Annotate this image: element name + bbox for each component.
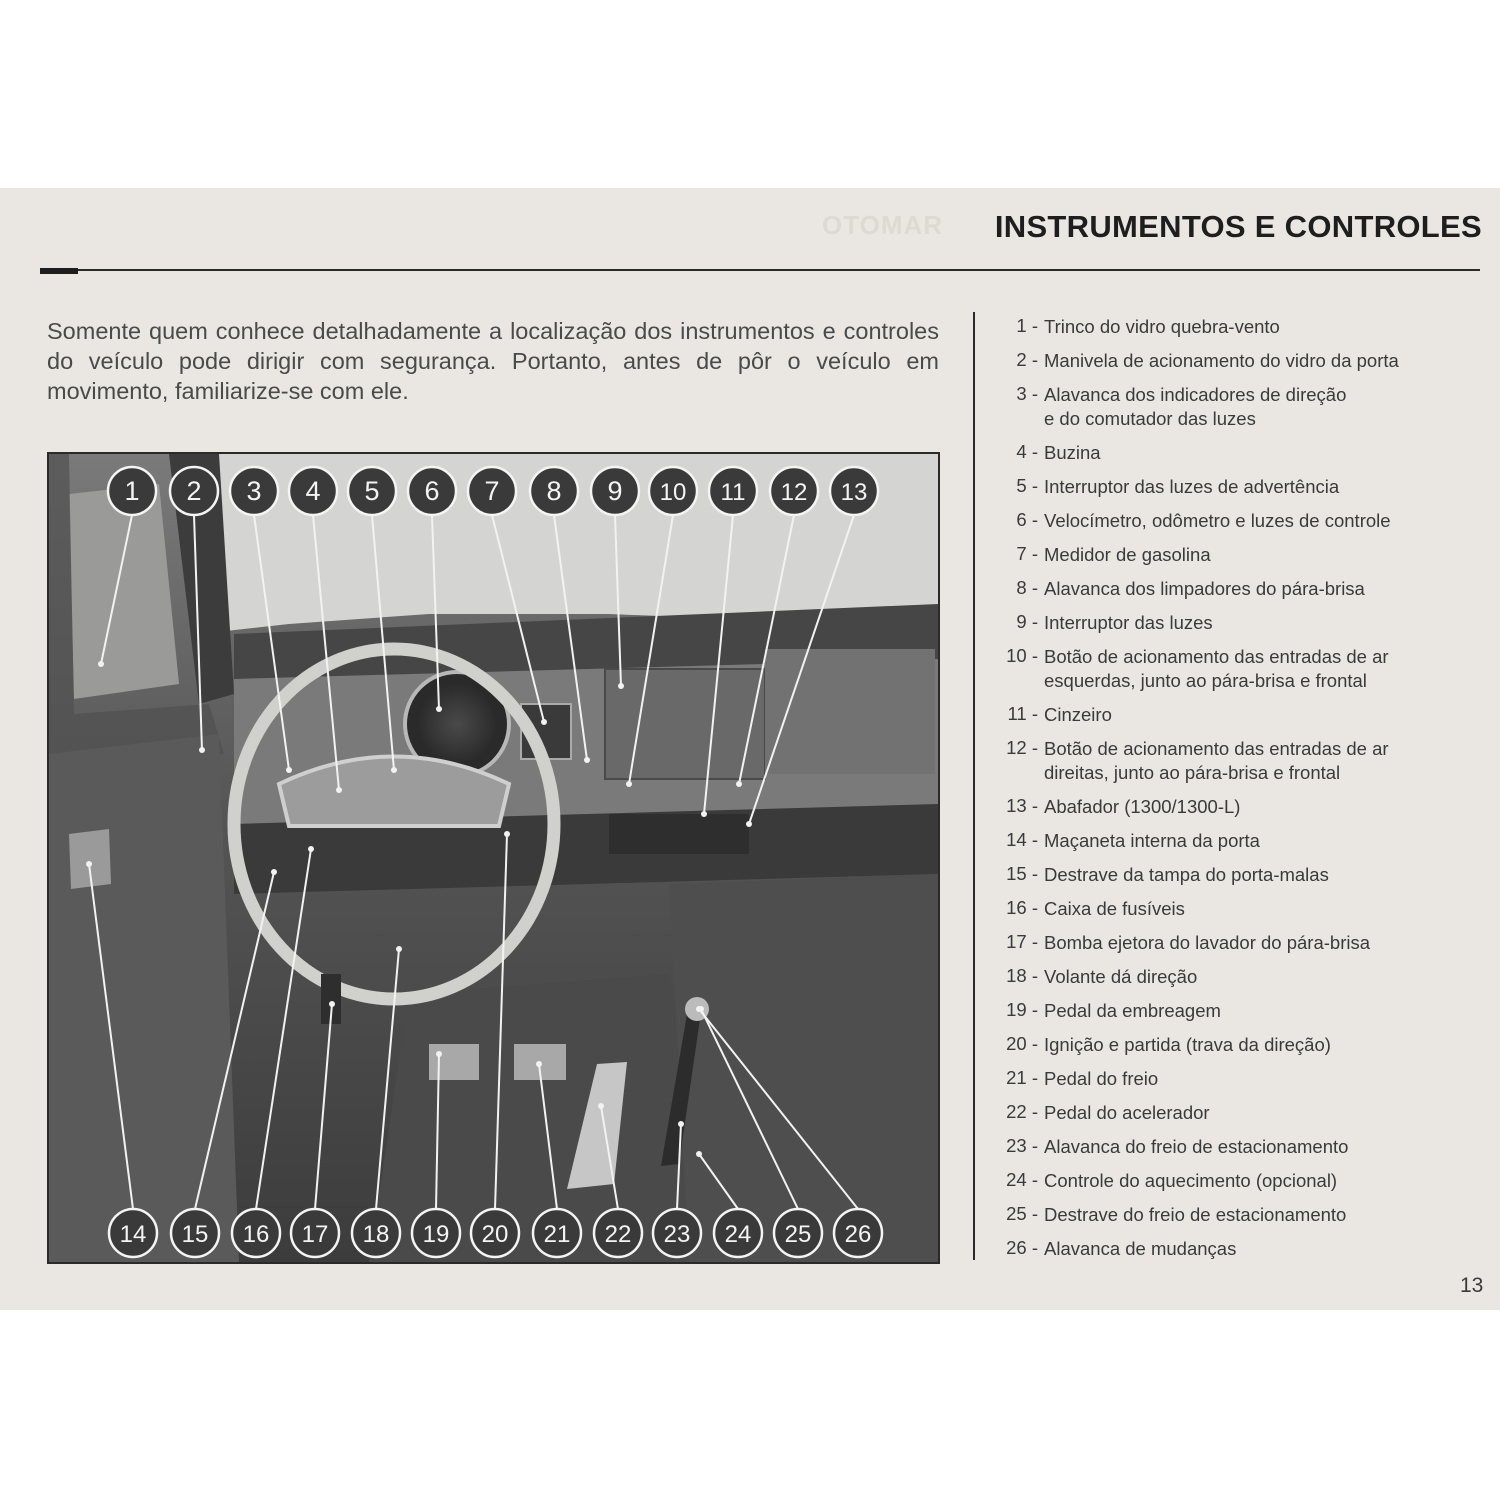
callout-marker-6: [408, 467, 456, 515]
legend-line: Alavanca do freio de estacionamento: [1044, 1136, 1349, 1157]
legend-line: Botão de acionamento das entradas de ar: [1044, 646, 1389, 667]
leader-dot: [436, 706, 442, 712]
leader-dot: [618, 683, 624, 689]
legend-item-5: [996, 475, 1339, 499]
leader-dot: [696, 1006, 702, 1012]
legend-text: [1044, 1237, 1236, 1261]
callout-marker-17: [291, 1209, 339, 1257]
legend-number: 10 -: [1006, 645, 1038, 666]
legend-item-21: [996, 1067, 1158, 1091]
callout-marker-14: [109, 1209, 157, 1257]
leader-dot: [736, 781, 742, 787]
legend-text: [1044, 543, 1211, 567]
legend-item-2: [996, 349, 1399, 373]
legend-line: Pedal da embreagem: [1044, 1000, 1221, 1021]
legend-text: [1044, 383, 1346, 431]
legend-number: 24 -: [1006, 1169, 1038, 1190]
callout-marker-23: [653, 1209, 701, 1257]
header-rule-mark: [40, 268, 78, 274]
leader-dot: [391, 767, 397, 773]
legend-item-20: [996, 1033, 1331, 1057]
legend-text: [1044, 829, 1260, 853]
leader-dot: [98, 661, 104, 667]
leader-dot: [541, 719, 547, 725]
callout-marker-5: [348, 467, 396, 515]
callout-marker-25: [774, 1209, 822, 1257]
callout-marker-19: [412, 1209, 460, 1257]
legend-item-17: [996, 931, 1370, 955]
callout-marker-13: [830, 467, 878, 515]
legend-line: Destrave da tampa do porta-malas: [1044, 864, 1329, 885]
callout-number: 21: [543, 1221, 571, 1248]
legend-number: 25 -: [1006, 1203, 1038, 1224]
leader-dot: [396, 946, 402, 952]
legend-number: 12 -: [1006, 737, 1038, 758]
callout-marker-15: [171, 1209, 219, 1257]
callout-number: 18: [362, 1221, 390, 1248]
callout-marker-4: [289, 467, 337, 515]
legend-text: [1044, 611, 1213, 635]
callout-number: 15: [181, 1221, 209, 1248]
callout-number: 4: [305, 476, 321, 506]
legend-number: 22 -: [1006, 1101, 1038, 1122]
callout-number: 20: [481, 1221, 509, 1248]
leader-dot: [329, 1001, 335, 1007]
callout-marker-9: [591, 467, 639, 515]
leader-dot: [336, 787, 342, 793]
legend-line: esquerdas, junto ao pára-brisa e frontal: [1044, 670, 1367, 691]
callout-marker-22: [594, 1209, 642, 1257]
callout-number: 26: [844, 1221, 872, 1248]
legend-item-9: [996, 611, 1213, 635]
callout-number: 25: [784, 1221, 812, 1248]
legend-item-18: [996, 965, 1197, 989]
legend-number: 11 -: [1007, 703, 1038, 724]
dashboard-photo: [47, 452, 940, 1264]
legend-text: [1044, 1033, 1331, 1057]
legend-text: [1044, 795, 1240, 819]
legend-item-25: [996, 1203, 1346, 1227]
callout-number: 9: [607, 476, 623, 506]
leader-dot: [626, 781, 632, 787]
callout-marker-12: [770, 467, 818, 515]
legend-number: 4 -: [1016, 441, 1038, 462]
leader-dot: [678, 1121, 684, 1127]
legend-item-19: [996, 999, 1221, 1023]
legend-item-22: [996, 1101, 1210, 1125]
callout-marker-26: [834, 1209, 882, 1257]
legend-number: 7 -: [1016, 543, 1038, 564]
callout-number: 14: [119, 1221, 147, 1248]
legend-text: [1044, 703, 1112, 727]
legend-item-7: [996, 543, 1211, 567]
callout-number: 1: [124, 476, 140, 506]
callout-marker-10: [649, 467, 697, 515]
legend-line: Botão de acionamento das entradas de ar: [1044, 738, 1389, 759]
leader-dot: [504, 831, 510, 837]
legend-line: Cinzeiro: [1044, 704, 1112, 725]
legend-text: [1044, 577, 1365, 601]
legend-text: [1044, 349, 1399, 373]
legend-item-15: [996, 863, 1329, 887]
legend-text: [1044, 1135, 1348, 1159]
legend-number: 13 -: [1006, 795, 1038, 816]
callout-marker-18: [352, 1209, 400, 1257]
bleed-through-text: OTOMAR: [822, 210, 944, 240]
callout-number: 10: [659, 479, 687, 506]
callout-number: 2: [186, 476, 202, 506]
legend-line: Buzina: [1044, 442, 1101, 463]
legend-line: Ignição e partida (trava da direção): [1044, 1034, 1331, 1055]
legend-number: 15 -: [1006, 863, 1038, 884]
legend-number: 9 -: [1016, 611, 1038, 632]
legend-item-12: [996, 737, 1389, 785]
legend-item-23: [996, 1135, 1348, 1159]
legend-line: Interruptor das luzes: [1044, 612, 1213, 633]
legend-number: 21 -: [1006, 1067, 1038, 1088]
legend-line: Maçaneta interna da porta: [1044, 830, 1260, 851]
callout-marker-2: [170, 467, 218, 515]
callout-number: 13: [840, 479, 868, 506]
legend-text: [1044, 475, 1339, 499]
legend-number: 26 -: [1006, 1237, 1038, 1258]
legend-item-14: [996, 829, 1260, 853]
legend-number: 6 -: [1016, 509, 1038, 530]
legend-text: [1044, 1203, 1346, 1227]
legend-line: Velocímetro, odômetro e luzes de controle: [1044, 510, 1391, 531]
callout-marker-7: [468, 467, 516, 515]
legend-line: Manivela de acionamento do vidro da porta: [1044, 350, 1399, 371]
legend-item-16: [996, 897, 1185, 921]
leader-dot: [286, 767, 292, 773]
header-rule: [40, 269, 1480, 271]
legend-line: Alavanca dos limpadores do pára-brisa: [1044, 578, 1365, 599]
legend-line: Caixa de fusíveis: [1044, 898, 1185, 919]
legend-item-11: [996, 703, 1112, 727]
legend-number: 17 -: [1006, 931, 1038, 952]
legend-number: 18 -: [1006, 965, 1038, 986]
leader-dot: [536, 1061, 542, 1067]
callout-marker-21: [533, 1209, 581, 1257]
legend-text: [1044, 999, 1221, 1023]
callout-marker-24: [714, 1209, 762, 1257]
legend-number: 16 -: [1006, 897, 1038, 918]
legend-number: 14 -: [1006, 829, 1038, 850]
legend-item-24: [996, 1169, 1337, 1193]
callout-number: 17: [301, 1221, 329, 1248]
leader-dot: [746, 821, 752, 827]
legend-number: 19 -: [1006, 999, 1038, 1020]
legend-line: Interruptor das luzes de advertência: [1044, 476, 1340, 497]
legend-item-10: [996, 645, 1389, 693]
legend-text: [1044, 965, 1197, 989]
legend-number: 5 -: [1016, 475, 1038, 496]
legend-text: [1044, 441, 1101, 465]
callout-number: 12: [780, 479, 808, 506]
callout-number: 22: [604, 1221, 632, 1248]
callout-number: 6: [424, 476, 440, 506]
callout-number: 7: [484, 476, 500, 506]
legend-text: [1044, 897, 1185, 921]
legend-number: 20 -: [1006, 1033, 1038, 1054]
leader-dot: [696, 1151, 702, 1157]
legend-line: Trinco do vidro quebra-vento: [1044, 316, 1280, 337]
leader-dot: [199, 747, 205, 753]
legend-number: 2 -: [1016, 349, 1038, 370]
leader-dot: [436, 1051, 442, 1057]
legend-item-8: [996, 577, 1365, 601]
callout-number: 16: [242, 1221, 270, 1248]
legend-number: 8 -: [1016, 577, 1038, 598]
legend-item-13: [996, 795, 1240, 819]
leader-dot: [271, 869, 277, 875]
legend-line: direitas, junto ao pára-brisa e frontal: [1044, 762, 1341, 783]
legend-line: Volante dá direção: [1044, 966, 1198, 987]
legend-line: e do comutador das luzes: [1044, 408, 1256, 429]
legend-number: 23 -: [1006, 1135, 1038, 1156]
intro-paragraph: Somente quem conhece detalhadamente a localização dos instrumentos e controles do veículo pode dirigir com segurança. Portanto, antes de pôr o veículo em movimento, familiarize-se com ele.: [47, 318, 939, 404]
legend-text: [1044, 737, 1389, 785]
legend-number: 3 -: [1016, 383, 1038, 404]
legend-text: [1044, 863, 1329, 887]
callout-marker-1: [108, 467, 156, 515]
callout-number: 11: [720, 479, 746, 506]
leader-dot: [701, 811, 707, 817]
legend-item-6: [996, 509, 1391, 533]
legend-item-1: [996, 315, 1280, 339]
callout-marker-8: [530, 467, 578, 515]
legend-text: [1044, 645, 1389, 693]
callout-number: 3: [246, 476, 262, 506]
callout-marker-11: [709, 467, 757, 515]
callout-number: 8: [546, 476, 562, 506]
legend-item-3: [996, 383, 1346, 431]
legend-text: [1044, 1067, 1158, 1091]
legend-line: Alavanca de mudanças: [1044, 1238, 1237, 1259]
legend-line: Controle do aquecimento (opcional): [1044, 1170, 1338, 1191]
legend-line: Alavanca dos indicadores de direção: [1044, 384, 1347, 405]
legend-number: 1 -: [1016, 315, 1038, 336]
column-divider: [973, 312, 975, 1260]
callout-marker-20: [471, 1209, 519, 1257]
legend-line: Pedal do acelerador: [1044, 1102, 1210, 1123]
legend-text: [1044, 931, 1370, 955]
leader-dot: [598, 1103, 604, 1109]
leader-dot: [308, 846, 314, 852]
page-number: 13: [1460, 1274, 1484, 1297]
legend-line: Bomba ejetora do lavador do pára-brisa: [1044, 932, 1370, 953]
legend-line: Pedal do freio: [1044, 1068, 1159, 1089]
legend-text: [1044, 1169, 1337, 1193]
callout-number: 5: [364, 476, 380, 506]
legend-line: Abafador (1300/1300-L): [1044, 796, 1241, 817]
legend-text: [1044, 509, 1391, 533]
callout-number: 23: [663, 1221, 691, 1248]
page-title: INSTRUMENTOS E CONTROLES: [994, 209, 1482, 244]
legend-line: Destrave do freio de estacionamento: [1044, 1204, 1347, 1225]
legend-text: [1044, 315, 1280, 339]
leader-dot: [86, 861, 92, 867]
legend-item-26: [996, 1237, 1236, 1261]
legend-item-4: [996, 441, 1101, 465]
callout-marker-16: [232, 1209, 280, 1257]
legend-line: Medidor de gasolina: [1044, 544, 1211, 565]
legend-text: [1044, 1101, 1210, 1125]
leader-dot: [584, 757, 590, 763]
callout-marker-3: [230, 467, 278, 515]
callout-number: 19: [422, 1221, 450, 1248]
callout-number: 24: [724, 1221, 752, 1248]
